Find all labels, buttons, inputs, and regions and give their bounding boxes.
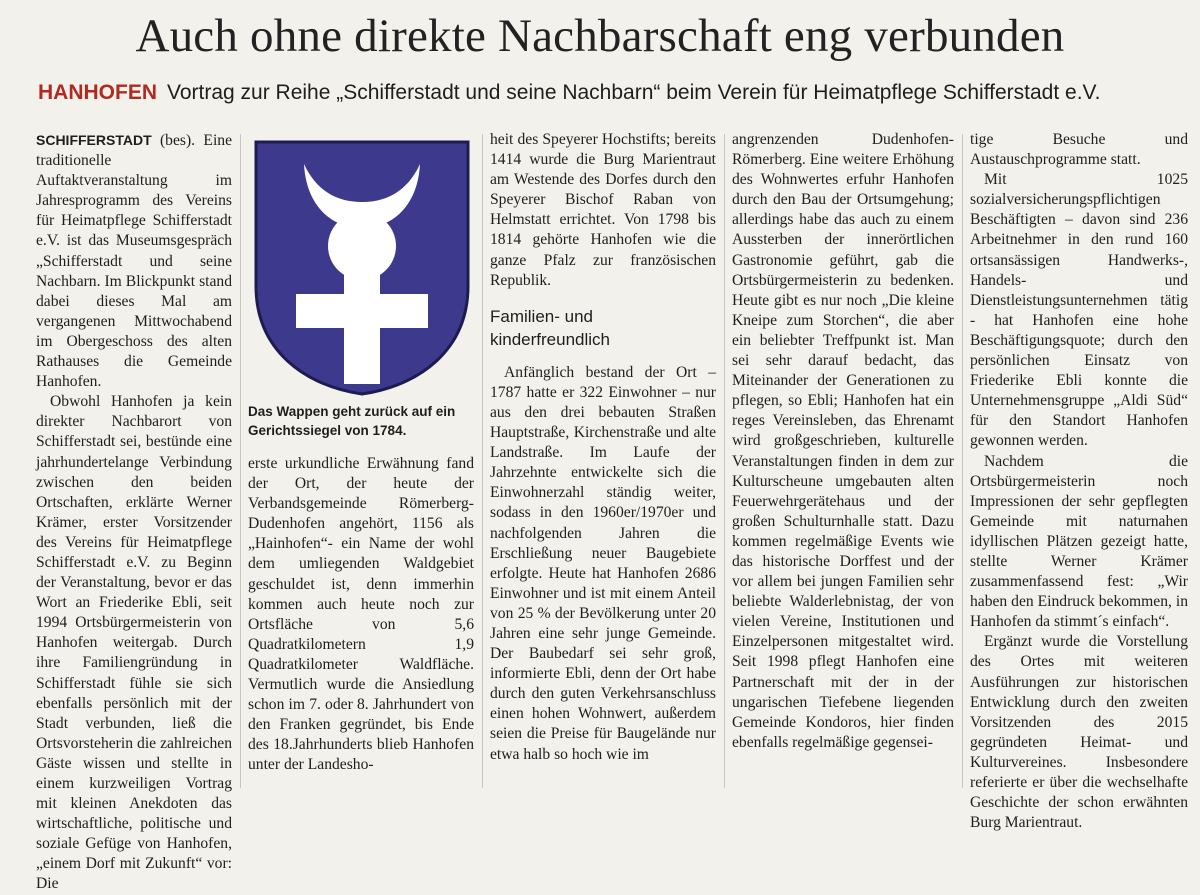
section-subheading: Familien- und kinderfreundlich	[490, 306, 611, 349]
column-rule	[240, 134, 241, 788]
paragraph: heit des Speyerer Hochstifts; bereits 1414 wurde die Burg Marientraut am Westende des Dorfes durch den Speyerer Bischof Raban von Helmstatt errichtet. Von 1798 bis 1814 gehörte Hanhofen wie die ganze Pfalz zur französischen Republik.	[490, 131, 716, 289]
paragraph: erste urkundliche Erwähnung fand der Ort, der heute der Verbandsgemeinde Römerberg-Dudenhofen angehört, 1156 als „Hainhofen“- ein Name der wohl dem umliegenden Waldgebiet geschuldet ist, denn immerhin kommen auch heute noch zur Ortsfläche von 5,6 Quadratkilometern 1,9 Quadratkilometer Waldfläche. Vermutlich wurde die Ansiedlung schon im 7. oder 8. Jahrhundert von den Franken gegründet, bis Ende des 18.Jahrhunderts blieb Hanhofen unter der Landesho-	[248, 455, 474, 774]
column-3	[490, 130, 716, 765]
paragraph: Ergänzt wurde die Vorstellung des Ortes mit weiteren Ausführungen zur historischen Entwicklung durch den zweiten Vorsitzenden des 2015 gegründeten Heimat- und Kulturvereines. Insbesondere referierte er über die wechselhafte Geschichte der schon erwähnten Burg Marientraut.	[970, 633, 1188, 832]
coat-of-arms-icon	[248, 136, 476, 398]
paragraph: Mit 1025 sozialversicherungspflichtigen Beschäftigten – davon sind 236 Arbeitnehmer in den rund 160 ortsansässigen Handwerks-, Handels- und Dienstleistungsunternehmen tätig - hat Hanhofen eine hohe Beschäftigungsquote; durch den persönlichen Einsatz von Friederike Ebli konnte die Unternehmensgruppe „Aldi Süd“ für den Standort Hanhofen gewonnen werden.	[970, 171, 1188, 450]
paragraph: Obwohl Hanhofen ja kein direkter Nachbarort von Schifferstadt sei, bestünde eine jahrhundertelange Verbindung zwischen den beiden Ortschaften, erklärte Werner Krämer, erster Vorsitzender des Vereins für Heimatpflege Schifferstadt e.V. zu Beginn der Veranstaltung, bevor er das Wort an Friederike Ebli, seit 1994 Ortsbürgermeisterin von Hanhofen weitergab. Durch ihre Familiengründung in Schifferstadt fühle sie sich ebenfalls persönlich mit der Stadt verbunden, ließ die Ortsvorsteherin die zahlreichen Gäste wissen und stellte in einem kurzweiligen Vortrag mit kleinen Anekdoten das wirtschaftliche, politische und soziale Gefüge von Hanhofen, „einem Dorf mit Zukunft“ vor: Die	[36, 393, 232, 893]
dateline: SCHIFFERSTADT	[36, 132, 152, 148]
column-5	[970, 130, 1188, 833]
column-rule	[482, 134, 483, 788]
column-4	[732, 130, 954, 753]
paragraph: Anfänglich bestand der Ort – 1787 hatte er 322 Einwohner – nur aus den drei bebauten Straßen Hauptstraße, Kirchenstraße und alte Landstraße. Im Laufe der Jahrzehnte entwickelte sich die Einwohnerzahl ständig weiter, sodass in den 1960er/1970er und nachfolgenden Jahren die Erschließung neuer Baugebiete erfolgte. Heute hat Hanhofen 2686 Einwohner und ist mit einem Anteil von 25 % der Bevölkerung unter 20 Jahren eine sehr junge Gemeinde. Der Baubedarf sei sehr groß, informierte Ebli, denn der Ort habe durch den guten Verkehrsanschluss einen hohen Wohnwert, außerdem seien die Preise für Baugelände nur etwa halb so hoch wie im	[490, 363, 716, 763]
image-caption: Das Wappen geht zurück auf ein Gerichtssiegel von 1784.	[248, 404, 456, 438]
paragraph: tige Besuche und Austauschprogramme statt.	[970, 131, 1188, 169]
paragraph	[36, 130, 232, 392]
subheadline	[38, 80, 1188, 106]
column-rule	[724, 134, 725, 788]
paragraph-text: (bes). Eine traditionelle Auftaktveranstaltung im Jahresprogramm des Vereins für Heimatpflege Schifferstadt e.V. ist das Museumsgespräch „Schifferstadt und seine Nachbarn. Im Blickpunkt stand dabei dieses Mal am vergangenen Mittwochabend im Obergeschoss des alten Rathauses die Gemeinde Hanhofen.	[36, 132, 232, 391]
column-2	[248, 454, 474, 776]
kicker: HANHOFEN	[38, 81, 157, 104]
deck: Vortrag zur Reihe „Schifferstadt und seine Nachbarn“ beim Verein für Heimatpflege Schifferstadt e.V.	[167, 81, 1101, 104]
paragraph: Nachdem die Ortsbürgermeisterin noch Impressionen der sehr gepflegten Gemeinde mit naturnahen idyllischen Plätzen gezeigt hatte, stellte Werner Krämer zusammenfassend fest: „Wir haben den Eindruck bekommen, in Hanhofen da stimmt´s einfach“.	[970, 452, 1188, 631]
column-rule	[962, 134, 963, 788]
paragraph: angrenzenden Dudenhofen-Römerberg. Eine weitere Erhöhung des Wohnwertes erfuhr Hanhofen durch den Bau der Ortsumgehung; allerdings habe das auch zu einem Aussterben der innerörtlichen Gastronomie geführt, gab die Ortsbürgermeisterin zu bedenken. Heute gibt es nur noch „Die kleine Kneipe zum Storchen“, die aber ein beliebter Treffpunkt ist. Man sei sehr darauf bedacht, das Miteinander der Generationen zu pflegen, so Ebli; Hanhofen hat ein reges Vereinsleben, das Ehrenamt wird großgeschrieben, kulturelle Veranstaltungen finden in dem zur Kulturscheune umgebauten alten Feuerwehrgerätehaus und der großen Schulturnhalle statt. Dazu kommen regelmäßige Events wie das historische Dorffest und der vor allem bei jungen Familien sehr beliebte Walderlebnistag, der von vielen Vereine, Institutionen und Einzelpersonen mitgestaltet wird. Seit 1998 pflegt Hanhofen eine Partnerschaft mit der in der ungarischen Tiefebene liegenden Gemeinde Kondoros, hier finden ebenfalls regelmäßige gegensei-	[732, 131, 954, 751]
column-1	[36, 130, 232, 895]
headline: Auch ohne direkte Nachbarschaft eng verbunden	[135, 10, 1065, 62]
